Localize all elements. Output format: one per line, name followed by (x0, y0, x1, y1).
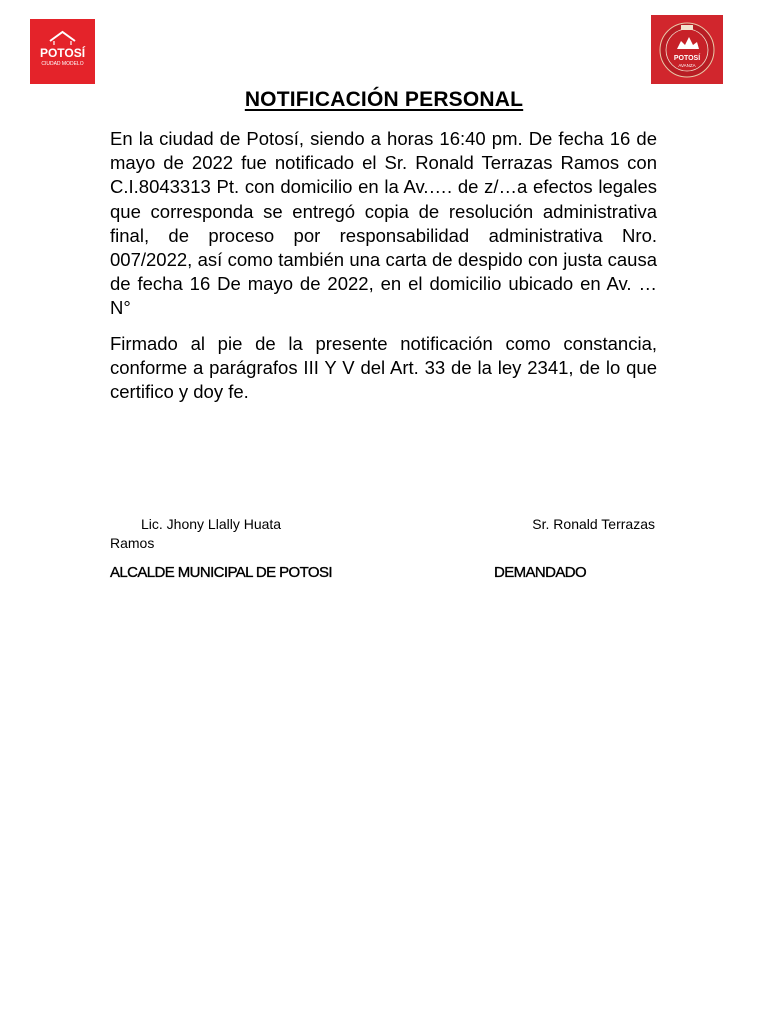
notification-paragraph: En la ciudad de Potosí, siendo a horas 16:40 pm. De fecha 16 de mayo de 2022 fue notificado el Sr. Ronald Terrazas Ramos con C.I.8043313 Pt. con domicilio en la Av.…. de z/…a efectos legales que corresponda se entregó copia de resolución administrativa final, de proceso por responsabilidad administrativa Nro. 007/2022, así como también una carta de despido con justa causa de fecha 16 De mayo de 2022, en el domicilio ubicado en Av. … N° (110, 128, 657, 319)
defendant-signature-name: Sr. Ronald Terrazas (532, 516, 655, 532)
potosi-ciudad-modelo-logo (30, 19, 95, 84)
mayor-signature-name: Lic. Jhony Llally Huata (141, 516, 282, 532)
svg-text:POTOSÍ: POTOSÍ (673, 55, 701, 62)
svg-text:AVANZA: AVANZA (678, 63, 696, 68)
defendant-role: DEMANDADO (494, 564, 587, 581)
defendant-signature-name-continued: Ramos (110, 535, 155, 551)
mayor-role: ALCALDE MUNICIPAL DE POTOSI (110, 564, 332, 581)
document-title: NOTIFICACIÓN PERSONAL (244, 88, 524, 111)
svg-text:CIUDAD MODELO: CIUDAD MODELO (41, 61, 84, 67)
certification-paragraph: Firmado al pie de la presente notificación como constancia, conforme a parágrafos III Y V del Art. 33 de la ley 2341, de lo que certifico y doy fe. (110, 333, 657, 403)
svg-text:POTOSÍ: POTOSÍ (39, 46, 86, 60)
potosi-avanza-logo (651, 15, 723, 84)
